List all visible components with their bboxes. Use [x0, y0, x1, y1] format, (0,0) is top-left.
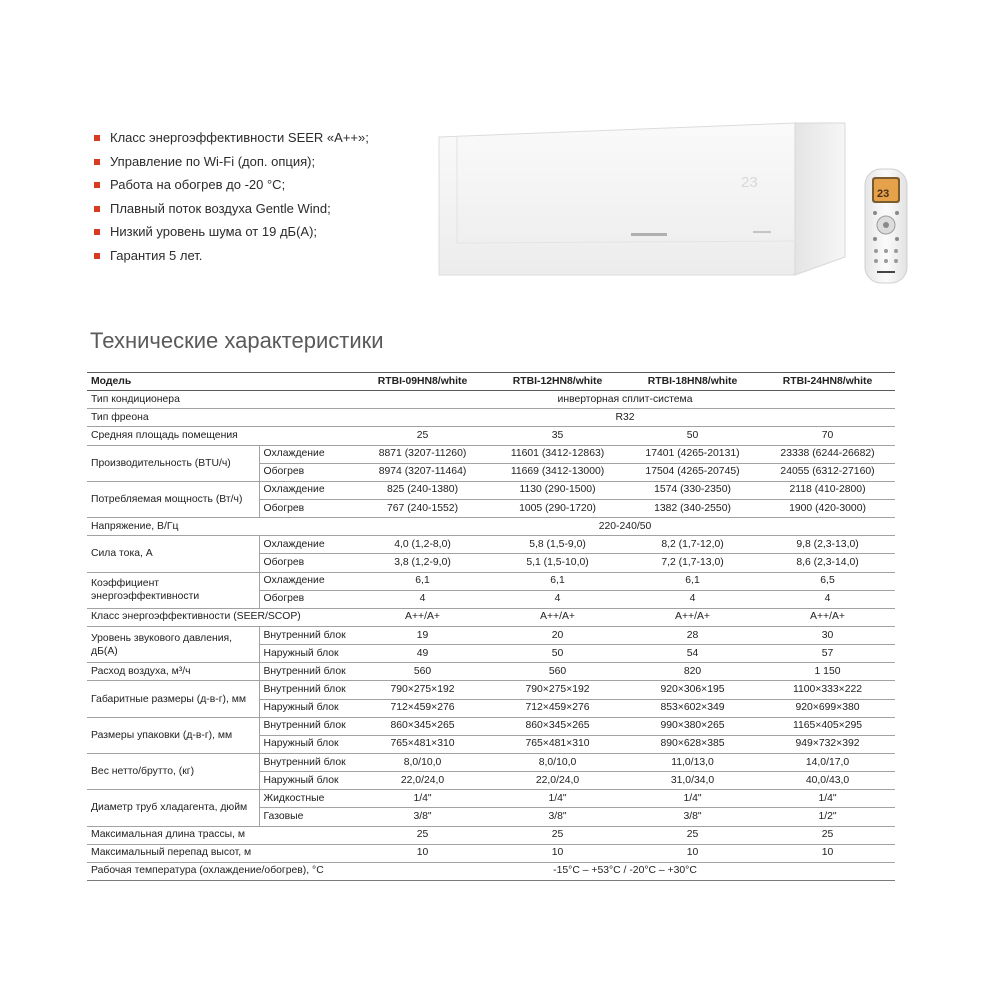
- row-label: Размеры упаковки (д-в-г), мм: [87, 717, 259, 753]
- cell: 949×732×392: [760, 735, 895, 753]
- cell: 1005 (290-1720): [490, 499, 625, 517]
- table-row: [87, 717, 895, 735]
- cell: 8871 (3207-11260): [355, 445, 490, 463]
- row-label: Средняя площадь помещения: [87, 427, 355, 445]
- cell: 28: [625, 626, 760, 644]
- cell: 790×275×192: [355, 681, 490, 699]
- cell: 6,1: [625, 572, 760, 590]
- cell: 17504 (4265-20745): [625, 463, 760, 481]
- cell: 8,0/10,0: [490, 753, 625, 771]
- cell: 860×345×265: [355, 717, 490, 735]
- header-model-18: RTBI-18HN8/white: [625, 373, 760, 391]
- row-value: инверторная сплит-система: [355, 391, 895, 409]
- cell: 790×275×192: [490, 681, 625, 699]
- feature-text: Гарантия 5 лет.: [110, 247, 203, 263]
- table-row: [87, 536, 895, 554]
- cell: 5,1 (1,5-10,0): [490, 554, 625, 572]
- feature-text: Управление по Wi-Fi (доп. опция);: [110, 153, 316, 169]
- row-label: Габаритные размеры (д-в-г), мм: [87, 681, 259, 717]
- cell: 1/4": [760, 790, 895, 808]
- header-model-12: RTBI-12HN8/white: [490, 373, 625, 391]
- cell: 22,0/24,0: [490, 772, 625, 790]
- cell: 3/8": [625, 808, 760, 826]
- indoor-unit: [439, 123, 845, 275]
- cell: 14,0/17,0: [760, 753, 895, 771]
- cell: 8,6 (2,3-14,0): [760, 554, 895, 572]
- cell: 10: [760, 844, 895, 862]
- cell: 4: [355, 590, 490, 608]
- cell: 25: [355, 826, 490, 844]
- cell: 1900 (420-3000): [760, 499, 895, 517]
- table-row: [87, 481, 895, 499]
- table-row: [87, 409, 895, 427]
- row-label: Максимальная длина трассы, м: [87, 826, 355, 844]
- cell: 820: [625, 663, 760, 681]
- row-label: Коэффициент энергоэффективности: [87, 572, 259, 608]
- sub-label: Наружный блок: [259, 699, 355, 717]
- table-row: [87, 427, 895, 445]
- row-label: Максимальный перепад высот, м: [87, 844, 355, 862]
- sub-label: Жидкостные: [259, 790, 355, 808]
- cell: 560: [490, 663, 625, 681]
- cell: 1/4": [355, 790, 490, 808]
- cell: 712×459×276: [490, 699, 625, 717]
- row-label: Рабочая температура (охлаждение/обогрев), °C: [87, 862, 355, 880]
- feature-item: [92, 126, 369, 150]
- header-model-label: Модель: [87, 373, 355, 391]
- sub-label: Внутренний блок: [259, 663, 355, 681]
- cell: 712×459×276: [355, 699, 490, 717]
- cell: 7,2 (1,7-13,0): [625, 554, 760, 572]
- sub-label: Наружный блок: [259, 772, 355, 790]
- sub-label: Внутренний блок: [259, 626, 355, 644]
- row-label: Сила тока, А: [87, 536, 259, 572]
- table-row: [87, 663, 895, 681]
- cell: 10: [625, 844, 760, 862]
- cell: 19: [355, 626, 490, 644]
- cell: 40,0/43,0: [760, 772, 895, 790]
- cell: A++/A+: [625, 608, 760, 626]
- table-row: [87, 844, 895, 862]
- cell: 1/2": [760, 808, 895, 826]
- cell: 6,1: [355, 572, 490, 590]
- feature-item: [92, 197, 369, 221]
- cell: 3/8": [355, 808, 490, 826]
- cell: 11,0/13,0: [625, 753, 760, 771]
- sub-label: Обогрев: [259, 463, 355, 481]
- bullet-square-icon: [94, 159, 100, 165]
- remote-control: [865, 169, 907, 283]
- cell: 23338 (6244-26682): [760, 445, 895, 463]
- cell: 6,1: [490, 572, 625, 590]
- table-row: [87, 518, 895, 536]
- table-row: [87, 790, 895, 808]
- cell: 4: [760, 590, 895, 608]
- table-row: [87, 391, 895, 409]
- bullet-square-icon: [94, 253, 100, 259]
- sub-label: Охлаждение: [259, 536, 355, 554]
- feature-item: [92, 150, 369, 174]
- table-row: [87, 681, 895, 699]
- feature-text: Низкий уровень шума от 19 дБ(А);: [110, 224, 318, 240]
- sub-label: Охлаждение: [259, 481, 355, 499]
- cell: 990×380×265: [625, 717, 760, 735]
- cell: 3,8 (1,2-9,0): [355, 554, 490, 572]
- spec-heading: Технические характеристики: [90, 328, 384, 353]
- table-row: [87, 572, 895, 590]
- row-value: 220-240/50: [355, 518, 895, 536]
- cell: 1/4": [490, 790, 625, 808]
- cell: 6,5: [760, 572, 895, 590]
- header-model-24: RTBI-24HN8/white: [760, 373, 895, 391]
- cell: 560: [355, 663, 490, 681]
- cell: 3/8": [490, 808, 625, 826]
- table-row: [87, 445, 895, 463]
- cell: 4: [625, 590, 760, 608]
- cell: 10: [355, 844, 490, 862]
- row-label: Потребляемая мощность (Вт/ч): [87, 481, 259, 517]
- cell: 825 (240-1380): [355, 481, 490, 499]
- bullet-square-icon: [94, 206, 100, 212]
- bullet-square-icon: [94, 229, 100, 235]
- air-conditioner-image: [435, 105, 915, 305]
- cell: 30: [760, 626, 895, 644]
- spec-table: [87, 372, 895, 881]
- cell: 54: [625, 645, 760, 663]
- cell: 1130 (290-1500): [490, 481, 625, 499]
- cell: 1382 (340-2550): [625, 499, 760, 517]
- cell: 9,8 (2,3-13,0): [760, 536, 895, 554]
- cell: 10: [490, 844, 625, 862]
- cell: 25: [490, 826, 625, 844]
- cell: 4: [490, 590, 625, 608]
- sub-label: Внутренний блок: [259, 681, 355, 699]
- cell: 25: [760, 826, 895, 844]
- cell: 22,0/24,0: [355, 772, 490, 790]
- cell: 2118 (410-2800): [760, 481, 895, 499]
- row-label: Вес нетто/брутто, (кг): [87, 753, 259, 789]
- cell: 25: [355, 427, 490, 445]
- cell: 890×628×385: [625, 735, 760, 753]
- cell: 920×699×380: [760, 699, 895, 717]
- row-label: Напряжение, В/Гц: [87, 518, 355, 536]
- table-row: [87, 608, 895, 626]
- feature-item: [92, 244, 369, 268]
- cell: 8,0/10,0: [355, 753, 490, 771]
- sub-label: Обогрев: [259, 499, 355, 517]
- feature-list: [92, 126, 369, 268]
- cell: 20: [490, 626, 625, 644]
- unit-display: 23: [741, 174, 758, 191]
- feature-item: [92, 220, 369, 244]
- table-row: [87, 862, 895, 880]
- cell: 11601 (3412-12863): [490, 445, 625, 463]
- row-label: Тип кондиционера: [87, 391, 355, 409]
- row-label: Уровень звукового давления, дБ(А): [87, 626, 259, 662]
- row-label: Расход воздуха, м³/ч: [87, 663, 259, 681]
- sub-label: Обогрев: [259, 554, 355, 572]
- cell: 1100×333×222: [760, 681, 895, 699]
- remote-display: 23: [877, 188, 890, 200]
- cell: 5,8 (1,5-9,0): [490, 536, 625, 554]
- row-label: Тип фреона: [87, 409, 355, 427]
- cell: 8,2 (1,7-12,0): [625, 536, 760, 554]
- sub-label: Охлаждение: [259, 445, 355, 463]
- table-row: [87, 626, 895, 644]
- cell: 765×481×310: [490, 735, 625, 753]
- cell: 1/4": [625, 790, 760, 808]
- cell: 24055 (6312-27160): [760, 463, 895, 481]
- cell: 4,0 (1,2-8,0): [355, 536, 490, 554]
- cell: 50: [625, 427, 760, 445]
- cell: 57: [760, 645, 895, 663]
- cell: 1165×405×295: [760, 717, 895, 735]
- cell: 8974 (3207-11464): [355, 463, 490, 481]
- cell: 860×345×265: [490, 717, 625, 735]
- sub-label: Охлаждение: [259, 572, 355, 590]
- cell: A++/A+: [355, 608, 490, 626]
- sub-label: Обогрев: [259, 590, 355, 608]
- feature-text: Плавный поток воздуха Gentle Wind;: [110, 200, 331, 216]
- cell: 31,0/34,0: [625, 772, 760, 790]
- row-value: R32: [355, 409, 895, 427]
- row-label: Класс энергоэффективности (SEER/SCOP): [87, 608, 355, 626]
- feature-text: Работа на обогрев до -20 °C;: [110, 177, 286, 193]
- feature-item: [92, 173, 369, 197]
- table-row: [87, 753, 895, 771]
- table-header-row: [87, 373, 895, 391]
- bullet-square-icon: [94, 182, 100, 188]
- cell: 853×602×349: [625, 699, 760, 717]
- sub-label: Внутренний блок: [259, 717, 355, 735]
- table-row: [87, 826, 895, 844]
- row-value: -15°C – +53°C / -20°C – +30°C: [355, 862, 895, 880]
- sub-label: Газовые: [259, 808, 355, 826]
- row-label: Диаметр труб хладагента, дюйм: [87, 790, 259, 826]
- cell: 17401 (4265-20131): [625, 445, 760, 463]
- cell: 920×306×195: [625, 681, 760, 699]
- cell: 49: [355, 645, 490, 663]
- cell: 70: [760, 427, 895, 445]
- cell: A++/A+: [490, 608, 625, 626]
- cell: 25: [625, 826, 760, 844]
- bullet-square-icon: [94, 135, 100, 141]
- row-label: Производительность (BTU/ч): [87, 445, 259, 481]
- sub-label: Наружный блок: [259, 735, 355, 753]
- cell: 35: [490, 427, 625, 445]
- cell: 765×481×310: [355, 735, 490, 753]
- cell: 1 150: [760, 663, 895, 681]
- cell: 767 (240-1552): [355, 499, 490, 517]
- cell: 50: [490, 645, 625, 663]
- cell: A++/A+: [760, 608, 895, 626]
- cell: 11669 (3412-13000): [490, 463, 625, 481]
- feature-text: Класс энергоэффективности SEER «A++»;: [110, 130, 369, 145]
- sub-label: Внутренний блок: [259, 753, 355, 771]
- sub-label: Наружный блок: [259, 645, 355, 663]
- header-model-09: RTBI-09HN8/white: [355, 373, 490, 391]
- cell: 1574 (330-2350): [625, 481, 760, 499]
